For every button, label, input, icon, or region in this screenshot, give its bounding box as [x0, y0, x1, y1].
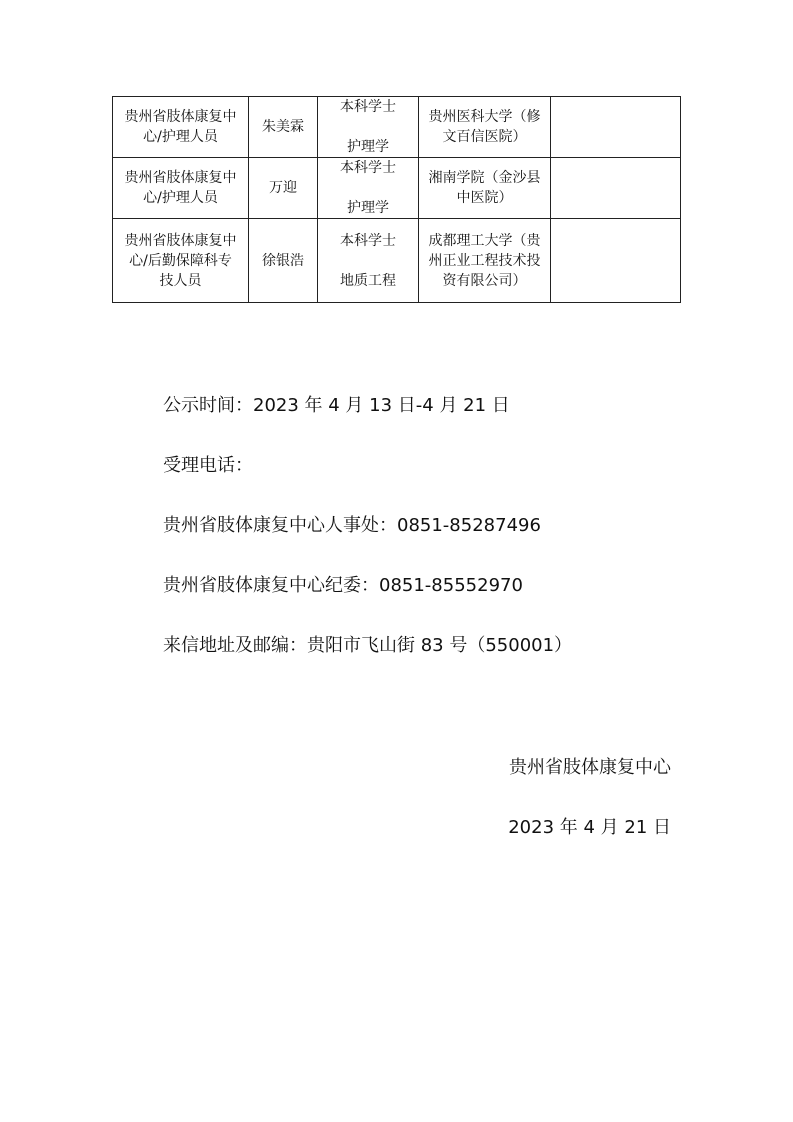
dept-text: 贵州省肢体康复中心/护理人员 — [124, 109, 237, 145]
dept-text: 贵州省肢体康复中心/护理人员 — [124, 170, 237, 206]
major-text: 护理学 — [347, 139, 389, 155]
mailing-address: 来信地址及邮编：贵阳市飞山街 83 号（550001） — [163, 635, 573, 656]
dept-cell — [113, 158, 249, 219]
hr-phone: 贵州省肢体康复中心人事处：0851-85287496 — [163, 515, 541, 536]
note-cell — [551, 219, 681, 303]
dept-cell — [113, 97, 249, 158]
candidate-table — [112, 96, 681, 303]
signature-org: 贵州省肢体康复中心 — [509, 757, 671, 778]
major-text: 护理学 — [347, 200, 389, 216]
education-cell — [318, 97, 419, 158]
signature-date: 2023 年 4 月 21 日 — [508, 817, 671, 838]
education-stack — [318, 231, 418, 291]
school-cell — [419, 97, 551, 158]
education-stack — [318, 158, 418, 218]
name-text: 朱美霖 — [262, 119, 304, 135]
notice-period: 公示时间：2023 年 4 月 13 日-4 月 21 日 — [163, 395, 510, 416]
name-cell — [249, 158, 318, 219]
table-row — [113, 97, 681, 158]
degree-text: 本科学士 — [340, 99, 396, 115]
education-cell — [318, 158, 419, 219]
degree-text: 本科学士 — [340, 232, 396, 249]
note-cell — [551, 158, 681, 219]
name-text: 徐银浩 — [262, 252, 304, 269]
note-cell — [551, 97, 681, 158]
school-cell — [419, 158, 551, 219]
education-stack — [318, 97, 418, 157]
school-cell — [419, 219, 551, 303]
dept-cell — [113, 219, 249, 303]
discipline-phone: 贵州省肢体康复中心纪委：0851-85552970 — [163, 575, 523, 596]
school-text: 成都理工大学（贵州正业工程技术投资有限公司） — [428, 232, 541, 289]
school-text: 贵州医科大学（修文百信医院） — [428, 109, 541, 145]
school-text: 湘南学院（金沙县中医院） — [428, 170, 541, 206]
name-text: 万迎 — [269, 180, 297, 196]
name-cell — [249, 219, 318, 303]
dept-text: 贵州省肢体康复中心/后勤保障科专技人员 — [124, 232, 237, 289]
name-cell — [249, 97, 318, 158]
degree-text: 本科学士 — [340, 160, 396, 176]
major-text: 地质工程 — [340, 272, 396, 289]
phone-heading: 受理电话： — [163, 455, 253, 476]
table-row — [113, 219, 681, 303]
table-row — [113, 158, 681, 219]
education-cell — [318, 219, 419, 303]
